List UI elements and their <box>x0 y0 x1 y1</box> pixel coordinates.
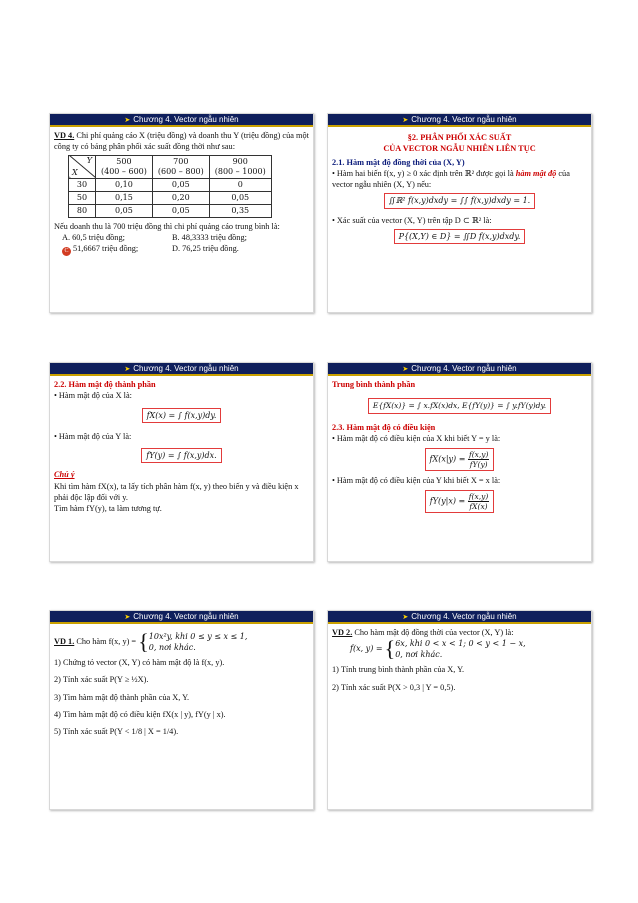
vd2-question-2: 2) Tính xác suất P(X > 0,3 | Y = 0,5). <box>332 682 456 692</box>
arrow-icon: ➤ <box>124 614 131 621</box>
formula-fy: fY(y) = ∫ f(x,y)dx. <box>141 448 221 463</box>
subsection-title-2: 2.3. Hàm mật độ có điều kiện <box>332 422 436 432</box>
table-row: 30 0,10 0,05 0 <box>69 178 272 191</box>
table-corner: Y X <box>69 155 96 178</box>
vd2-question-1: 1) Tính trung bình thành phần của X, Y. <box>332 665 465 675</box>
slide-marginal-density <box>49 362 314 562</box>
vd1-question-3: 3) Tìm hàm mật độ thành phần của X, Y. <box>54 692 190 702</box>
note-text-1: Khi tìm hàm fX(x), ta lấy tích phân hàm f(x, y) theo biến y và điều kiện x phải độc lập đối với y. <box>54 481 299 503</box>
subsection-title: 2.2. Hàm mật độ thành phần <box>54 380 156 389</box>
answer-mark-icon: C <box>62 247 71 256</box>
slide-header: ➤ Chương 4. Vector ngẫu nhiên <box>50 611 313 624</box>
table-col-header: 500 (400 – 600) <box>96 155 153 178</box>
option-c: C 51,6667 triệu đồng; <box>62 243 172 256</box>
joint-distribution-table <box>68 155 272 218</box>
formula-expectation: E{fX(x)} = ∫ x.fX(x)dx, E{fY(y)} = ∫ y.fY(y)dy. <box>368 398 551 413</box>
subsection-title: 2.1. Hàm mật độ đồng thời của (X, Y) <box>332 157 465 167</box>
bullet-probability: • Xác suất của vector (X, Y) trên tập D ⊂ ℝ² là: <box>332 215 587 226</box>
slide-header: ➤ Chương 4. Vector ngẫu nhiên <box>50 363 313 376</box>
vd1-question-4: 4) Tìm hàm mật độ có điều kiện fX(x | y), fY(y | x). <box>54 709 226 719</box>
vd2-definition: f(x, y) = {6x, khi 0 < x < 1; 0 < y < 1 − x, 0, nơi khác. <box>350 636 526 662</box>
formula-probability: P{(X,Y) ∈ D} = ∬D f(x,y)dxdy. <box>394 229 526 244</box>
slide-header: ➤ Chương 4. Vector ngẫu nhiên <box>328 363 591 376</box>
table-col-header: 900 (800 – 1000) <box>209 155 271 178</box>
arrow-icon: ➤ <box>402 117 409 124</box>
vd4-options <box>54 232 309 256</box>
arrow-icon: ➤ <box>124 117 131 124</box>
table-col-header: 700 (600 – 800) <box>152 155 209 178</box>
vd4-question: Nếu doanh thu là 700 triệu đồng thì chi phí quảng cáo trung bình là: <box>54 221 280 231</box>
arrow-icon: ➤ <box>402 614 409 621</box>
table-row: 80 0,05 0,05 0,35 <box>69 204 272 217</box>
vd1-definition: VD 1. Cho hàm f(x, y) = {10x²y, khi 0 ≤ y ≤ x ≤ 1, 0, nơi khác. <box>54 629 248 654</box>
bullet-fy: • Hàm mật độ của Y là: <box>54 431 309 442</box>
section-title: §2. PHÂN PHỐI XÁC SUẤT CỦA VECTOR NGẪU NHIÊN LIÊN TỤC <box>383 133 536 154</box>
note-text-2: Tìm hàm fY(y), ta làm tương tự. <box>54 504 162 514</box>
formula-cond-y: fY(y|x) = $\frac{f(x,y)}{fX(x)}$ <box>425 490 495 513</box>
slide-vd4 <box>49 113 314 313</box>
option-a: A. 60,5 triệu đồng; <box>62 232 125 242</box>
slide-vd1 <box>49 610 314 810</box>
slide-header: ➤ Chương 4. Vector ngẫu nhiên <box>50 114 313 127</box>
vd1-question-2: 2) Tính xác suất P(Y ≥ ½X). <box>54 675 149 685</box>
vd1-question-1: 1) Chứng tỏ vector (X, Y) có hàm mật độ là f(x, y). <box>54 658 225 667</box>
formula-fx: fX(x) = ∫ f(x,y)dy. <box>142 408 222 423</box>
option-b: B. 48,3333 triệu đồng; <box>172 232 247 242</box>
bullet-cond-x: • Hàm mật độ có điều kiện của X khi biết Y = y là: <box>332 433 587 444</box>
slide-header: ➤ Chương 4. Vector ngẫu nhiên <box>328 114 591 127</box>
vd2-intro: VD 2. Cho hàm mật độ đồng thời của vector (X, Y) là: <box>332 628 514 637</box>
vd4-text: VD 4. Chi phí quảng cáo X (triệu đồng) và doanh thu Y (triệu đồng) của một công ty có bảng phân phối xác suất đồng thời như sau: <box>54 131 309 152</box>
note-title: Chú ý <box>54 470 75 480</box>
formula-cond-x: fX(x|y) = $\frac{f(x,y)}{fY(y)}$ <box>425 448 495 471</box>
slide-conditional-density <box>327 362 592 562</box>
arrow-icon: ➤ <box>124 366 131 373</box>
slide-header: ➤ Chương 4. Vector ngẫu nhiên <box>328 611 591 624</box>
arrow-icon: ➤ <box>402 366 409 373</box>
bullet-cond-y: • Hàm mật độ có điều kiện của Y khi biết X = x là: <box>332 475 587 486</box>
slide-vd2 <box>327 610 592 810</box>
table-row: 50 0,15 0,20 0,05 <box>69 191 272 204</box>
vd1-question-5: 5) Tính xác suất P(Y < 1/8 | X = 1/4). <box>54 727 179 737</box>
subsection-title: Trung bình thành phần <box>332 380 416 389</box>
formula-normalization: ∬ℝ² f(x,y)dxdy = ∫∫ f(x,y)dxdy = 1. <box>384 193 535 208</box>
bullet-definition: • Hàm hai biến f(x, y) ≥ 0 xác định trên ℝ² được gọi là hàm mật độ của vector ngẫu nhiên (X, Y) nếu: <box>332 168 587 191</box>
slide-section2 <box>327 113 592 313</box>
option-d: D. 76,25 triệu đồng. <box>172 244 239 254</box>
bullet-fx: • Hàm mật độ của X là: <box>54 390 309 401</box>
